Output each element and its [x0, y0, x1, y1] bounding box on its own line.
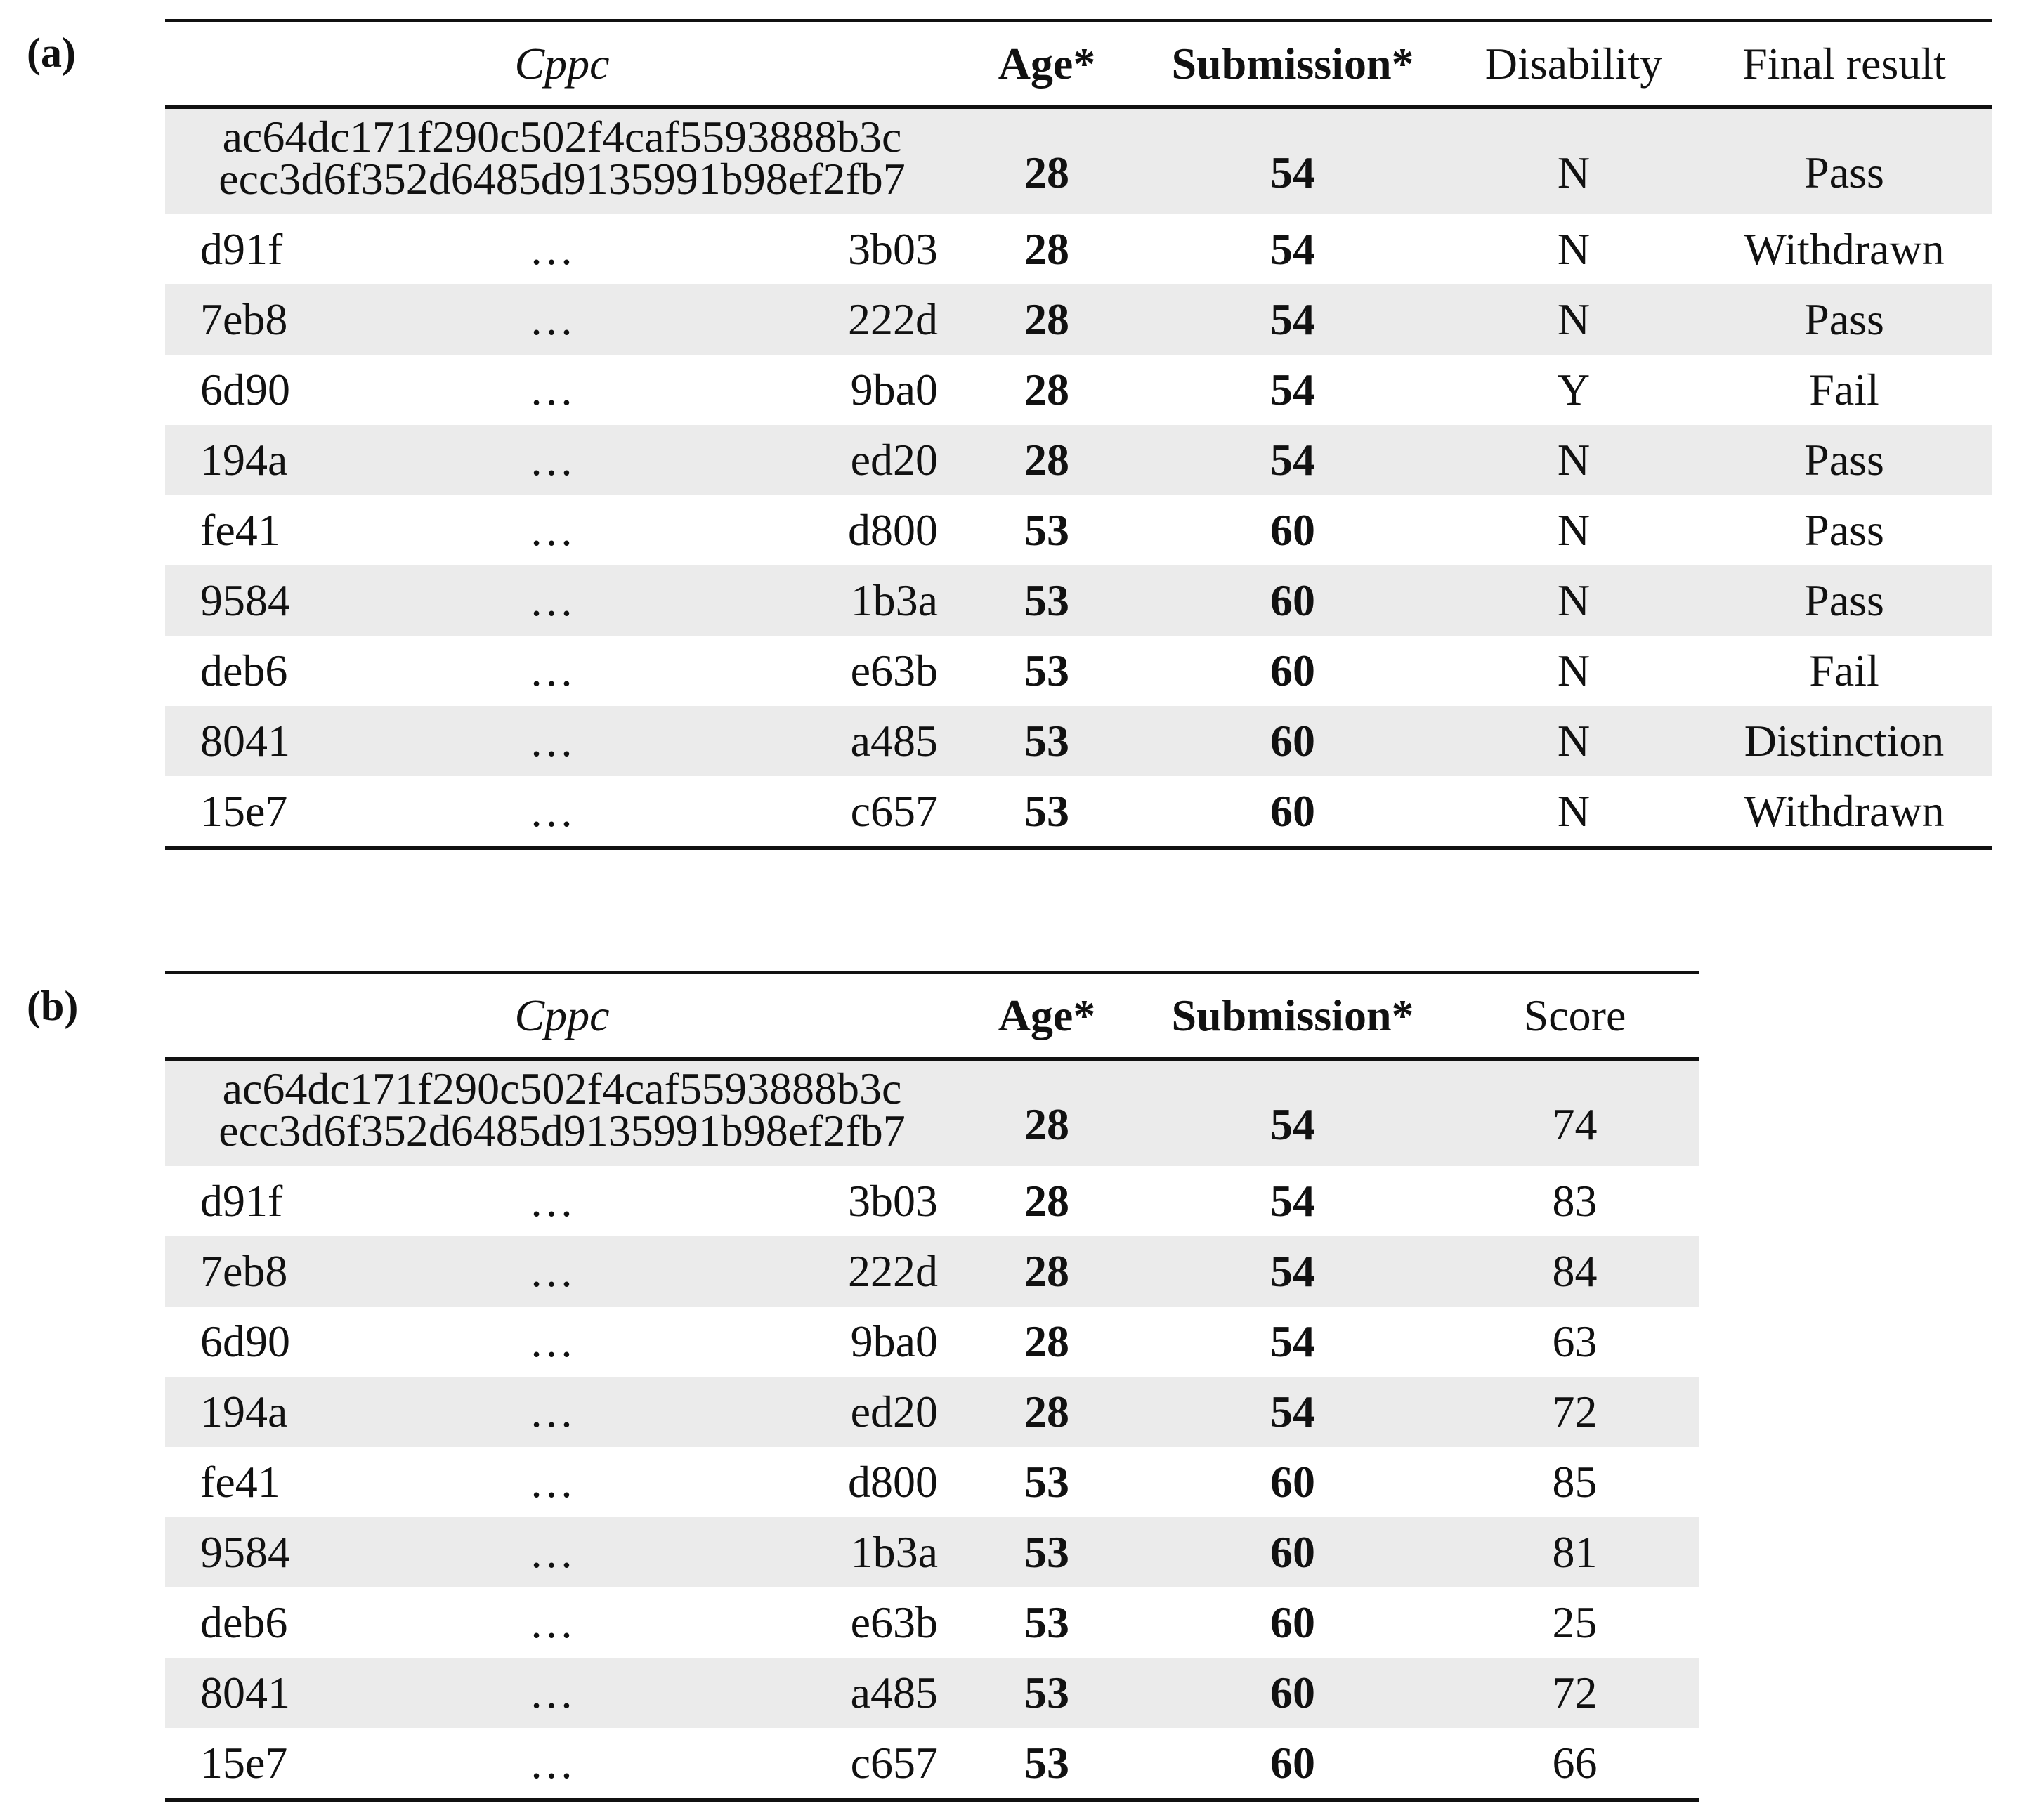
disability-cell: N	[1557, 505, 1591, 555]
cppc-ellipsis: …	[529, 1246, 574, 1296]
table-row	[165, 1447, 1699, 1517]
final-result-cell: Pass	[1804, 575, 1884, 625]
table-row	[165, 1061, 1699, 1166]
cppc-start: 9584	[200, 1527, 290, 1577]
cppc-ellipsis: …	[529, 1527, 574, 1577]
cppc-ellipsis: …	[529, 1457, 574, 1507]
score-cell: 74	[1552, 1099, 1598, 1149]
table-row	[165, 1517, 1699, 1587]
disability-cell: N	[1557, 294, 1591, 344]
cppc-start: fe41	[200, 505, 280, 555]
table-row	[165, 636, 1992, 706]
cppc-ellipsis: …	[529, 646, 574, 695]
hash-line-1: ac64dc171f290c502f4caf5593888b3c	[222, 112, 902, 162]
submission-cell: 60	[1270, 1668, 1315, 1717]
score-cell: 85	[1552, 1457, 1598, 1507]
cppc-ellipsis: …	[529, 1668, 574, 1717]
header-cppc: Cppc	[514, 990, 610, 1040]
submission-cell: 60	[1270, 716, 1315, 766]
submission-cell: 54	[1270, 1176, 1315, 1226]
cppc-end: ed20	[850, 435, 938, 485]
hash-line-2: ecc3d6f352d6485d9135991b98ef2fb7	[218, 1106, 906, 1155]
table-row	[165, 1236, 1699, 1307]
disability-cell: N	[1557, 224, 1591, 274]
header-age: Age*	[998, 39, 1096, 89]
header-submission: Submission*	[1171, 39, 1414, 89]
age-cell: 28	[1024, 1246, 1069, 1296]
final-result-cell: Pass	[1804, 505, 1884, 555]
submission-cell: 54	[1270, 1387, 1315, 1436]
panel-a-label: (a)	[27, 30, 76, 76]
disability-cell: N	[1557, 575, 1591, 625]
table-row	[165, 109, 1992, 214]
submission-cell: 54	[1270, 294, 1315, 344]
cppc-end: 222d	[848, 294, 938, 344]
age-cell: 53	[1024, 1527, 1069, 1577]
age-cell: 53	[1024, 505, 1069, 555]
disability-cell: N	[1557, 716, 1591, 766]
cppc-start: 15e7	[200, 1738, 288, 1788]
score-cell: 25	[1552, 1597, 1598, 1647]
score-cell: 83	[1552, 1176, 1598, 1226]
disability-cell: N	[1557, 435, 1591, 485]
table-row	[165, 1658, 1699, 1728]
age-cell: 28	[1024, 1387, 1069, 1436]
cppc-end: 1b3a	[850, 575, 938, 625]
final-result-cell: Fail	[1809, 365, 1879, 414]
cppc-end: a485	[850, 716, 938, 766]
age-cell: 28	[1024, 365, 1069, 414]
table-row	[165, 1587, 1699, 1658]
submission-cell: 54	[1270, 1246, 1315, 1296]
header-submission: Submission*	[1171, 990, 1414, 1040]
score-cell: 72	[1552, 1387, 1598, 1436]
age-cell: 28	[1024, 435, 1069, 485]
hash-line-2: ecc3d6f352d6485d9135991b98ef2fb7	[218, 154, 906, 204]
disability-cell: N	[1557, 148, 1591, 197]
final-result-cell: Withdrawn	[1744, 224, 1945, 274]
cppc-end: 9ba0	[850, 1316, 938, 1366]
cppc-ellipsis: …	[529, 224, 574, 274]
submission-cell: 54	[1270, 224, 1315, 274]
cppc-start: 7eb8	[200, 294, 288, 344]
cppc-start: deb6	[200, 646, 288, 695]
table-row	[165, 565, 1992, 636]
table-a-header	[165, 22, 1992, 109]
age-cell: 28	[1024, 1099, 1069, 1149]
table-row	[165, 1166, 1699, 1236]
table-row	[165, 214, 1992, 284]
cppc-end: d800	[848, 505, 938, 555]
final-result-cell: Fail	[1809, 646, 1879, 695]
cppc-start: 9584	[200, 575, 290, 625]
table-row	[165, 355, 1992, 425]
cppc-end: 1b3a	[850, 1527, 938, 1577]
header-score: Score	[1523, 990, 1626, 1040]
cppc-start: 7eb8	[200, 1246, 288, 1296]
cppc-ellipsis: …	[529, 294, 574, 344]
table-a	[165, 19, 1992, 850]
cppc-ellipsis: …	[529, 1176, 574, 1226]
cppc-ellipsis: …	[529, 365, 574, 414]
header-age: Age*	[998, 990, 1096, 1040]
age-cell: 53	[1024, 1738, 1069, 1788]
submission-cell: 54	[1270, 365, 1315, 414]
hash-line-1: ac64dc171f290c502f4caf5593888b3c	[222, 1063, 902, 1113]
cppc-end: e63b	[850, 646, 938, 695]
submission-cell: 54	[1270, 435, 1315, 485]
cppc-end: 9ba0	[850, 365, 938, 414]
cppc-end: 3b03	[848, 224, 938, 274]
submission-cell: 60	[1270, 1738, 1315, 1788]
cppc-ellipsis: …	[529, 1387, 574, 1436]
cppc-ellipsis: …	[529, 1316, 574, 1366]
cppc-start: 194a	[200, 1387, 288, 1436]
table-b	[165, 971, 1699, 1802]
age-cell: 28	[1024, 224, 1069, 274]
cppc-end: e63b	[850, 1597, 938, 1647]
submission-cell: 60	[1270, 1457, 1315, 1507]
cppc-start: 15e7	[200, 786, 288, 836]
score-cell: 66	[1552, 1738, 1598, 1788]
final-result-cell: Distinction	[1744, 716, 1945, 766]
cppc-start: deb6	[200, 1597, 288, 1647]
cppc-ellipsis: …	[529, 505, 574, 555]
table-row	[165, 776, 1992, 846]
age-cell: 53	[1024, 716, 1069, 766]
cppc-ellipsis: …	[529, 435, 574, 485]
age-cell: 28	[1024, 1176, 1069, 1226]
cppc-start: d91f	[200, 1176, 283, 1226]
age-cell: 28	[1024, 148, 1069, 197]
cppc-start: 8041	[200, 1668, 290, 1717]
score-cell: 72	[1552, 1668, 1598, 1717]
cppc-end: c657	[850, 786, 938, 836]
table-b-header	[165, 974, 1699, 1061]
cppc-ellipsis: …	[529, 1738, 574, 1788]
age-cell: 28	[1024, 294, 1069, 344]
table-row	[165, 1307, 1699, 1377]
score-cell: 81	[1552, 1527, 1598, 1577]
panel-b-label: (b)	[27, 983, 79, 1029]
cppc-end: 222d	[848, 1246, 938, 1296]
cppc-start: 8041	[200, 716, 290, 766]
header-cppc: Cppc	[514, 39, 610, 89]
header-final-result: Final result	[1742, 39, 1946, 89]
final-result-cell: Withdrawn	[1744, 786, 1945, 836]
submission-cell: 54	[1270, 1316, 1315, 1366]
submission-cell: 60	[1270, 646, 1315, 695]
age-cell: 53	[1024, 575, 1069, 625]
cppc-end: c657	[850, 1738, 938, 1788]
table-row	[165, 284, 1992, 355]
table-row	[165, 495, 1992, 565]
cppc-end: a485	[850, 1668, 938, 1717]
submission-cell: 60	[1270, 505, 1315, 555]
score-cell: 84	[1552, 1246, 1598, 1296]
cppc-start: 6d90	[200, 365, 290, 414]
age-cell: 53	[1024, 1668, 1069, 1717]
cppc-start: d91f	[200, 224, 283, 274]
cppc-ellipsis: …	[529, 1597, 574, 1647]
disability-cell: N	[1557, 786, 1591, 836]
table-row	[165, 1728, 1699, 1798]
table-row	[165, 425, 1992, 495]
final-result-cell: Pass	[1804, 148, 1884, 197]
cppc-start: 6d90	[200, 1316, 290, 1366]
cppc-start: fe41	[200, 1457, 280, 1507]
age-cell: 53	[1024, 1457, 1069, 1507]
submission-cell: 54	[1270, 1099, 1315, 1149]
header-disability: Disability	[1484, 39, 1663, 89]
final-result-cell: Pass	[1804, 435, 1884, 485]
final-result-cell: Pass	[1804, 294, 1884, 344]
disability-cell: N	[1557, 646, 1591, 695]
score-cell: 63	[1552, 1316, 1598, 1366]
submission-cell: 60	[1270, 786, 1315, 836]
cppc-end: 3b03	[848, 1176, 938, 1226]
table-row	[165, 706, 1992, 776]
submission-cell: 60	[1270, 1527, 1315, 1577]
cppc-ellipsis: …	[529, 786, 574, 836]
age-cell: 53	[1024, 786, 1069, 836]
cppc-ellipsis: …	[529, 575, 574, 625]
cppc-full-hash	[165, 1063, 959, 1155]
cppc-ellipsis: …	[529, 716, 574, 766]
table-row	[165, 1377, 1699, 1447]
age-cell: 53	[1024, 1597, 1069, 1647]
cppc-full-hash	[165, 112, 959, 204]
submission-cell: 54	[1270, 148, 1315, 197]
age-cell: 28	[1024, 1316, 1069, 1366]
cppc-end: d800	[848, 1457, 938, 1507]
cppc-end: ed20	[850, 1387, 938, 1436]
disability-cell: Y	[1557, 365, 1591, 414]
age-cell: 53	[1024, 646, 1069, 695]
submission-cell: 60	[1270, 1597, 1315, 1647]
submission-cell: 60	[1270, 575, 1315, 625]
cppc-start: 194a	[200, 435, 288, 485]
